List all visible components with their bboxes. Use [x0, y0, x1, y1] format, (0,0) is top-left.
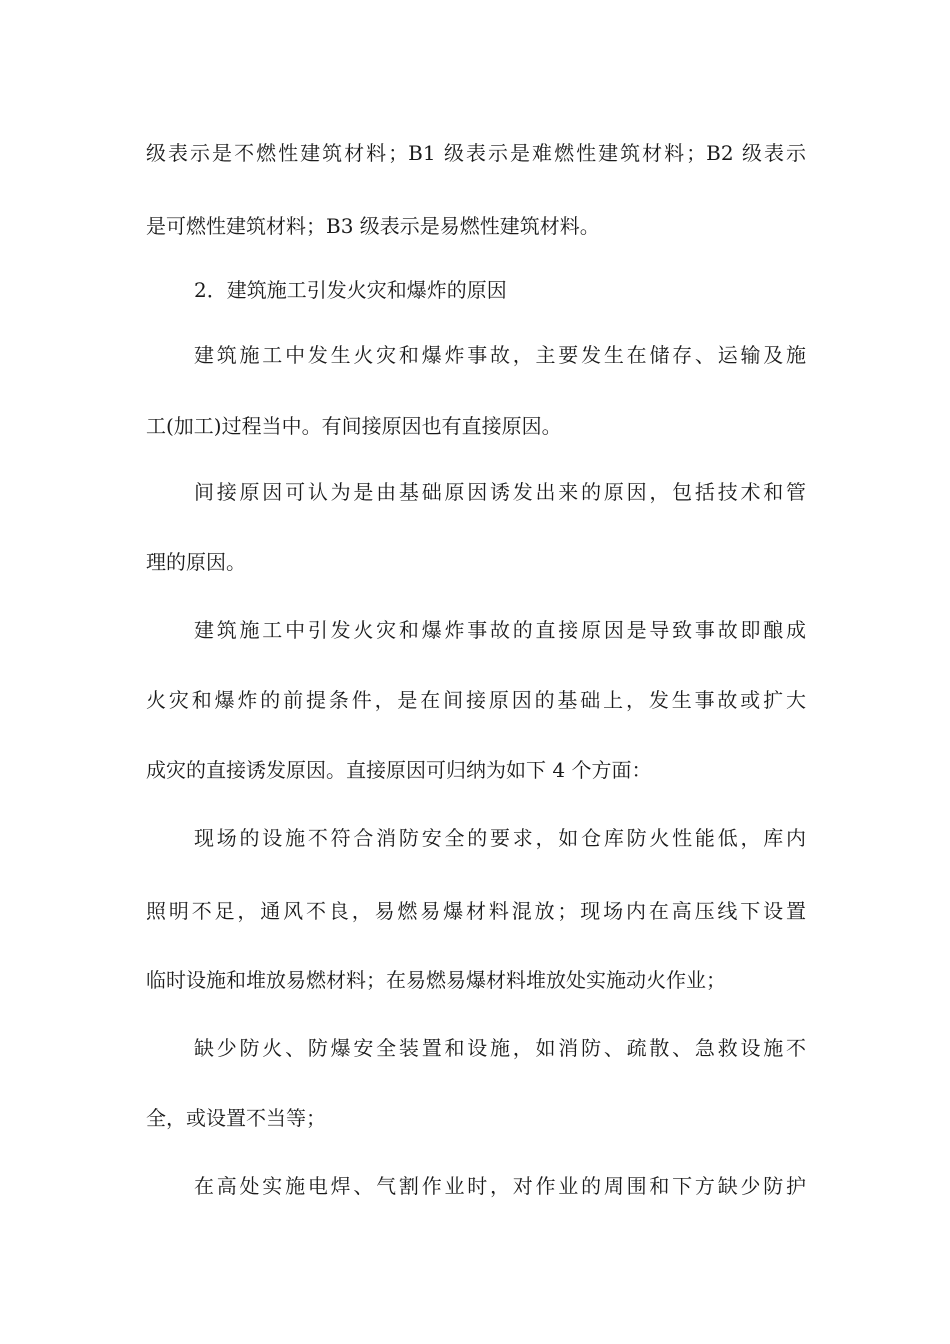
text-line: 现场的设施不符合消防安全的要求，如仓库防火性能低，库内	[194, 826, 806, 850]
text-line: 理的原因。	[146, 550, 246, 574]
text-line: 全，或设置不当等；	[146, 1106, 326, 1130]
text-line: 级表示是不燃性建筑材料；B1 级表示是难燃性建筑材料；B2 级表示	[146, 141, 806, 165]
text-line: 建筑施工中发生火灾和爆炸事故，主要发生在储存、运输及施	[194, 343, 806, 367]
section-heading: 2．建筑施工引发火灾和爆炸的原因	[194, 278, 507, 302]
text-line: 建筑施工中引发火灾和爆炸事故的直接原因是导致事故即酿成	[194, 618, 806, 642]
text-line: 成灾的直接诱发原因。直接原因可归纳为如下 4 个方面：	[146, 758, 652, 782]
text-line: 是可燃性建筑材料；B3 级表示是易燃性建筑材料。	[146, 214, 600, 238]
text-line: 间接原因可认为是由基础原因诱发出来的原因，包括技术和管	[194, 480, 806, 504]
text-line: 照明不足，通风不良，易燃易爆材料混放；现场内在高压线下设置	[146, 899, 806, 923]
text-line: 缺少防火、防爆安全装置和设施，如消防、疏散、急救设施不	[194, 1036, 806, 1060]
text-line: 在高处实施电焊、气割作业时，对作业的周围和下方缺少防护	[194, 1174, 806, 1198]
text-line: 工(加工)过程当中。有间接原因也有直接原因。	[146, 414, 562, 438]
text-line: 火灾和爆炸的前提条件，是在间接原因的基础上，发生事故或扩大	[146, 688, 806, 712]
text-line: 临时设施和堆放易燃材料；在易燃易爆材料堆放处实施动火作业；	[146, 968, 726, 992]
